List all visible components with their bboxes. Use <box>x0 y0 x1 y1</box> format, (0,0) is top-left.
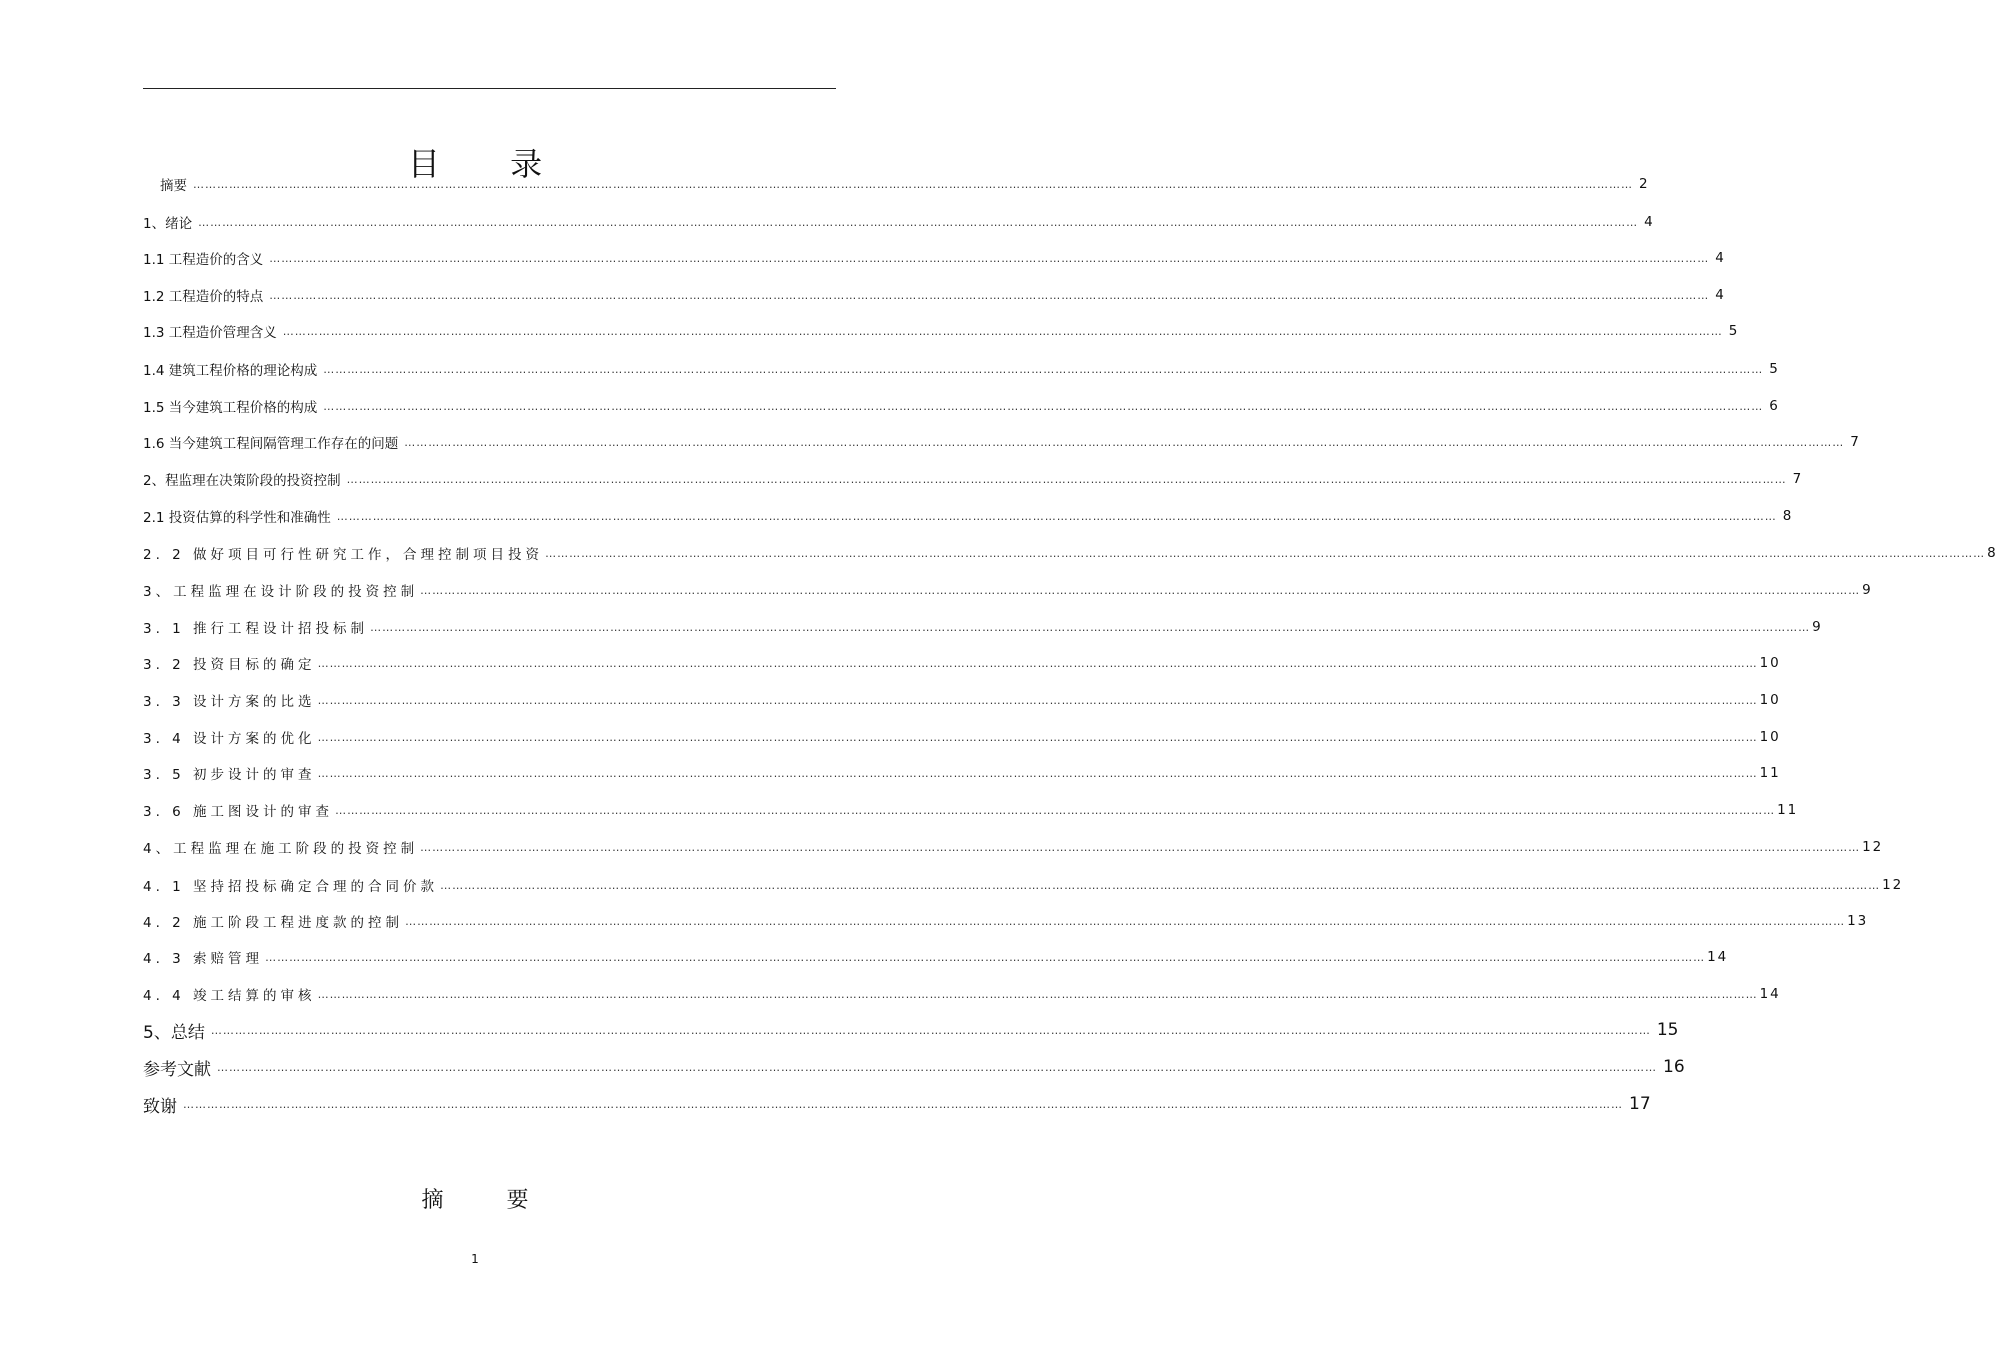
toc-entry[interactable] <box>143 248 1724 268</box>
toc-entry-page: 2 <box>1639 176 1648 192</box>
toc-entry[interactable] <box>143 1055 1685 1080</box>
toc-entry-label: 2. 2 做好项目可行性研究工作，合理控制项目投资 <box>143 547 544 563</box>
toc-entry-label: 2、程监理在决策阶段的投资控制 <box>143 473 341 489</box>
toc-leader-dots: ……………………………………………………………………………………………………………………………………………………………………………………………………………………………………………………………………………………………………………………………… <box>405 914 1846 928</box>
toc-entry[interactable] <box>143 543 1998 563</box>
toc-entry[interactable] <box>143 1018 1679 1043</box>
toc-entry-page: 4 <box>1715 250 1724 266</box>
toc-entry[interactable] <box>143 617 1823 637</box>
toc-entry-label: 3. 2 投资目标的确定 <box>143 657 316 673</box>
toc-entry[interactable] <box>143 800 1799 820</box>
toc-leader-dots: ……………………………………………………………………………………………………………………………………………………………………………………………………………………………………………………………………………………………………………………………… <box>269 251 1710 265</box>
toc-entry[interactable] <box>143 837 1884 857</box>
toc-entry-page: 10 <box>1759 655 1781 671</box>
toc-entry-page: 12 <box>1882 877 1904 893</box>
toc-entry[interactable] <box>143 763 1781 783</box>
toc-entry-label: 1.4 建筑工程价格的理论构成 <box>143 363 318 379</box>
toc-entry-label: 1.2 工程造价的特点 <box>143 289 264 305</box>
toc-entry-page: 15 <box>1656 1020 1679 1040</box>
page-number: 1 <box>471 1252 479 1266</box>
toc-leader-dots: ……………………………………………………………………………………………………………………………………………………………………………………………………………………………………………………………………………………………………………………………… <box>193 177 1633 191</box>
toc-entry-page: 7 <box>1850 434 1859 450</box>
toc-entry-label: 3、工程监理在设计阶段的投资控制 <box>143 584 419 600</box>
toc-entry-page: 12 <box>1862 839 1884 855</box>
toc-entry-page: 11 <box>1759 765 1781 781</box>
toc-entry[interactable] <box>160 174 1648 194</box>
toc-entry-label: 摘要 <box>160 178 187 194</box>
toc-entry-label: 4. 2 施工阶段工程进度款的控制 <box>143 915 404 931</box>
toc-entry-label: 3. 4 设计方案的优化 <box>143 731 316 747</box>
toc-entry[interactable] <box>143 1092 1651 1117</box>
toc-entry[interactable] <box>143 506 1792 526</box>
toc-entry-page: 7 <box>1792 471 1802 487</box>
toc-entry[interactable] <box>143 690 1781 710</box>
toc-entry-page: 4 <box>1715 287 1724 303</box>
toc-entry-page: 10 <box>1759 692 1781 708</box>
toc-entry-label: 4. 3 索赔管理 <box>143 951 264 967</box>
toc-leader-dots: ……………………………………………………………………………………………………………………………………………………………………………………………………………………………………………………………………………………………………………………………… <box>317 730 1758 744</box>
toc-leader-dots: ……………………………………………………………………………………………………………………………………………………………………………………………………………………………………………………………………………………………………………………………… <box>404 435 1845 449</box>
toc-leader-dots: ……………………………………………………………………………………………………………………………………………………………………………………………………………………………………………………………………………………………………………………………… <box>282 324 1723 338</box>
toc-leader-dots: ……………………………………………………………………………………………………………………………………………………………………………………………………………………………………………………………………………………………………………………………… <box>265 950 1706 964</box>
toc-entry-page: 14 <box>1759 986 1781 1002</box>
toc-leader-dots: ……………………………………………………………………………………………………………………………………………………………………………………………………………………………………………………………………………………………………………………………… <box>317 766 1758 780</box>
toc-entry-label: 5、总结 <box>143 1022 205 1043</box>
toc-entry-label: 1.6 当今建筑工程间隔管理工作存在的问题 <box>143 436 399 452</box>
toc-entry-page: 5 <box>1769 361 1778 377</box>
toc-entry[interactable] <box>143 212 1653 232</box>
toc-entry-label: 1.3 工程造价管理含义 <box>143 325 277 341</box>
toc-entry-page: 8 <box>1987 545 1998 561</box>
toc-entry[interactable] <box>143 359 1778 379</box>
toc-entry-label: 4. 4 竣工结算的审核 <box>143 988 316 1004</box>
toc-leader-dots: ……………………………………………………………………………………………………………………………………………………………………………………………………………………………………………………………………………………………………………………………… <box>317 656 1758 670</box>
toc-entry-label: 1.5 当今建筑工程价格的构成 <box>143 400 318 416</box>
toc-leader-dots: ……………………………………………………………………………………………………………………………………………………………………………………………………………………………………………………………………………………………………………………………… <box>346 472 1787 486</box>
toc-entry-page: 6 <box>1769 398 1778 414</box>
toc-leader-dots: ……………………………………………………………………………………………………………………………………………………………………………………………………………………………………………………………………………………………………………………………… <box>420 840 1861 854</box>
toc-title: 目 录 <box>407 145 573 184</box>
toc-entry[interactable] <box>143 875 1904 895</box>
toc-leader-dots: ……………………………………………………………………………………………………………………………………………………………………………………………………………………………………………………………………………………………………………………………… <box>323 399 1764 413</box>
toc-entry-label: 2.1 投资估算的科学性和准确性 <box>143 510 331 526</box>
toc-entry-page: 13 <box>1847 913 1869 929</box>
toc-entry-label: 4、工程监理在施工阶段的投资控制 <box>143 841 419 857</box>
toc-entry-page: 17 <box>1629 1094 1651 1114</box>
toc-entry-page: 5 <box>1728 323 1738 339</box>
toc-entry-page: 9 <box>1812 619 1823 635</box>
toc-entry[interactable] <box>143 321 1738 341</box>
toc-entry-label: 致谢 <box>143 1096 177 1117</box>
toc-entry-label: 3. 6 施工图设计的审查 <box>143 804 334 820</box>
toc-entry-page: 10 <box>1759 729 1781 745</box>
toc-leader-dots: ……………………………………………………………………………………………………………………………………………………………………………………………………………………………………………………………………………………………………………………………… <box>198 215 1639 229</box>
toc-entry[interactable] <box>143 653 1781 673</box>
abstract-heading: 摘 要 <box>421 1188 557 1213</box>
toc-entry-page: 11 <box>1777 802 1799 818</box>
toc-entry-label: 1、绪论 <box>143 216 193 232</box>
toc-leader-dots: ……………………………………………………………………………………………………………………………………………………………………………………………………………………………………………………………………………………………………………………………… <box>370 620 1811 634</box>
toc-entry-page: 4 <box>1644 214 1653 230</box>
toc-leader-dots: ……………………………………………………………………………………………………………………………………………………………………………………………………………………………………………………………………………………………………………………………… <box>440 878 1881 892</box>
toc-leader-dots: ……………………………………………………………………………………………………………………………………………………………………………………………………………………………………………………………………………………………………………………………… <box>323 362 1764 376</box>
toc-entry[interactable] <box>143 580 1873 600</box>
toc-entry[interactable] <box>143 432 1859 452</box>
toc-entry-page: 16 <box>1663 1057 1685 1077</box>
toc-entry-label: 3. 3 设计方案的比选 <box>143 694 316 710</box>
toc-entry-label: 1.1 工程造价的含义 <box>143 252 264 268</box>
toc-leader-dots: ……………………………………………………………………………………………………………………………………………………………………………………………………………………………………………………………………………………………………………………………… <box>317 987 1758 1001</box>
toc-entry[interactable] <box>143 984 1781 1004</box>
toc-entry-label: 4. 1 坚持招投标确定合理的合同价款 <box>143 879 439 895</box>
toc-entry-label: 3. 5 初步设计的审查 <box>143 767 316 783</box>
toc-entry-page: 8 <box>1782 508 1792 524</box>
toc-leader-dots: ……………………………………………………………………………………………………………………………………………………………………………………………………………………………………………………………………………………………………………………………… <box>317 693 1758 707</box>
toc-entry[interactable] <box>143 285 1724 305</box>
toc-entry-label: 3. 1 推行工程设计招投标制 <box>143 621 369 637</box>
toc-entry[interactable] <box>143 911 1869 931</box>
toc-leader-dots: ……………………………………………………………………………………………………………………………………………………………………………………………………………………………………………………………………………………………………………………………… <box>420 583 1861 597</box>
toc-entry[interactable] <box>143 947 1729 967</box>
toc-entry[interactable] <box>143 727 1781 747</box>
toc-entry-page: 9 <box>1862 582 1873 598</box>
toc-entry-label: 参考文献 <box>143 1059 211 1080</box>
toc-leader-dots: ……………………………………………………………………………………………………………………………………………………………………………………………………………………………………………………………………………………………………………………………… <box>545 546 1986 560</box>
toc-leader-dots: ……………………………………………………………………………………………………………………………………………………………………………………………………………………………………………………………………………………………………………………………… <box>335 803 1776 817</box>
toc-leader-dots: ……………………………………………………………………………………………………………………………………………………………………………………………………………………………………………………………………………………………………………………………… <box>183 1097 1623 1111</box>
toc-entry[interactable] <box>143 396 1778 416</box>
toc-leader-dots: ……………………………………………………………………………………………………………………………………………………………………………………………………………………………………………………………………………………………………………………………… <box>210 1023 1651 1037</box>
toc-entry[interactable] <box>143 469 1802 489</box>
toc-leader-dots: ……………………………………………………………………………………………………………………………………………………………………………………………………………………………………………………………………………………………………………………………… <box>217 1060 1657 1074</box>
toc-leader-dots: ……………………………………………………………………………………………………………………………………………………………………………………………………………………………………………………………………………………………………………………………… <box>269 288 1710 302</box>
toc-entry-page: 14 <box>1707 949 1729 965</box>
toc-leader-dots: ……………………………………………………………………………………………………………………………………………………………………………………………………………………………………………………………………………………………………………………………… <box>336 509 1777 523</box>
